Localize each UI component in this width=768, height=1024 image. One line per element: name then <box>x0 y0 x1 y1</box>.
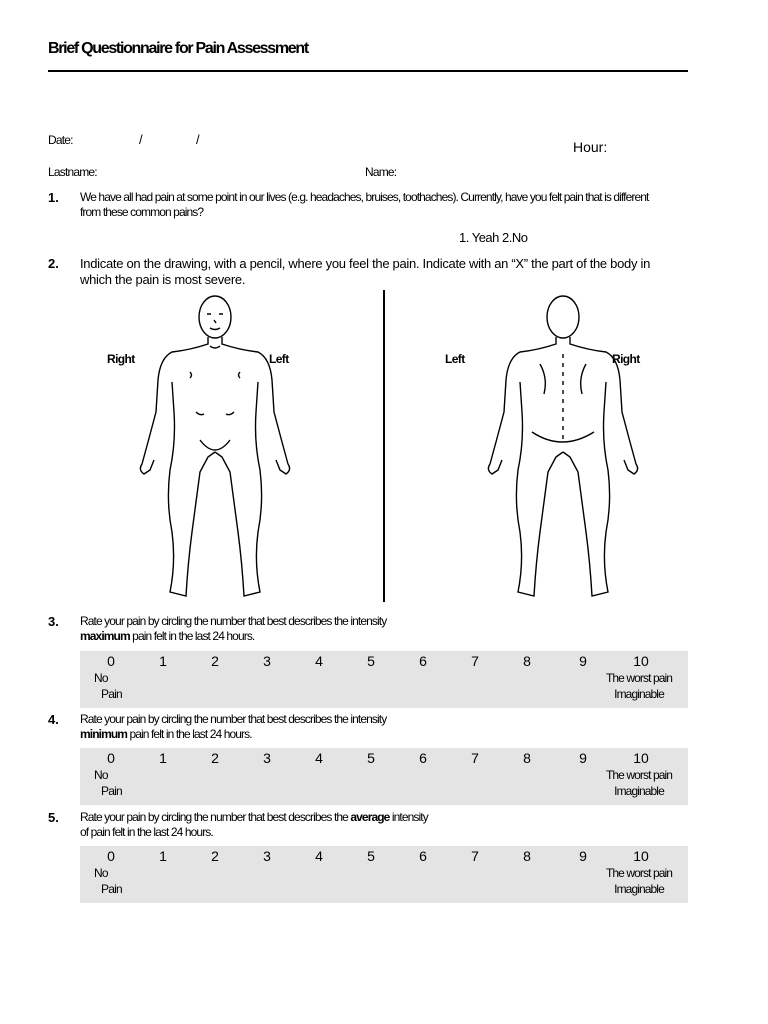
scale-number[interactable]: 5 <box>367 848 375 864</box>
question-3-text <box>80 614 680 644</box>
question-number: 3. <box>48 614 59 629</box>
name-label: Name: <box>365 165 397 179</box>
pain-scale-maximum <box>80 651 688 708</box>
lastname-label: Lastname: <box>48 165 97 179</box>
scale-low-label: No Pain <box>94 866 122 896</box>
scale-high-label: The worst pain Imaginable <box>605 866 673 896</box>
question-4-emphasis: minimum <box>80 727 128 741</box>
scale-number[interactable]: 9 <box>579 848 587 864</box>
question-number: 5. <box>48 810 59 825</box>
body-divider <box>383 290 385 602</box>
question-4-line1: Rate your pain by circling the number that best describes the intensity <box>80 712 387 726</box>
question-5-text <box>80 810 680 840</box>
question-5-line2: of pain felt in the last 24 hours. <box>80 825 213 839</box>
question-2-text: Indicate on the drawing, with a pencil, where you feel the pain. Indicate with an “X” the part of the body in which the pain is most severe. <box>80 256 650 287</box>
question-4-line2-rest: pain felt in the last 24 hours. <box>127 727 252 741</box>
front-left-label: Left <box>269 352 289 366</box>
scale-number[interactable]: 8 <box>523 750 531 766</box>
scale-number[interactable]: 7 <box>471 848 479 864</box>
scale-low-label: No Pain <box>94 768 122 798</box>
date-label: Date: <box>48 133 73 147</box>
pain-scale-average <box>80 846 688 903</box>
scale-number[interactable]: 7 <box>471 653 479 669</box>
scale-number[interactable]: 5 <box>367 653 375 669</box>
scale-number[interactable]: 7 <box>471 750 479 766</box>
scale-number[interactable]: 4 <box>315 750 323 766</box>
title-divider <box>48 70 688 72</box>
scale-number[interactable]: 4 <box>315 653 323 669</box>
scale-number[interactable]: 6 <box>419 848 427 864</box>
scale-number[interactable]: 4 <box>315 848 323 864</box>
scale-number[interactable]: 6 <box>419 750 427 766</box>
hour-label: Hour: <box>573 139 608 155</box>
question-4-text <box>80 712 680 742</box>
scale-number[interactable]: 1 <box>159 750 167 766</box>
question-5-line1: Rate your pain by circling the number that best describes the average intensity <box>80 810 428 824</box>
scale-number[interactable]: 0 <box>107 653 115 669</box>
date-separator: / <box>139 132 143 147</box>
scale-number[interactable]: 10 <box>633 848 649 864</box>
back-body-figure[interactable] <box>478 292 648 604</box>
scale-number[interactable]: 0 <box>107 750 115 766</box>
back-right-label: Right <box>612 352 640 366</box>
scale-number[interactable]: 5 <box>367 750 375 766</box>
scale-low-label: No Pain <box>94 671 122 701</box>
question-4-line2 <box>80 727 680 742</box>
scale-number[interactable]: 2 <box>211 750 219 766</box>
scale-number[interactable]: 6 <box>419 653 427 669</box>
question-5-emphasis: average <box>350 810 390 824</box>
back-left-label: Left <box>445 352 465 366</box>
scale-number[interactable]: 3 <box>263 653 271 669</box>
question-3-line2 <box>80 629 680 644</box>
question-number: 2. <box>48 256 59 271</box>
question-3-emphasis: maximum <box>80 629 130 643</box>
scale-number[interactable]: 2 <box>211 848 219 864</box>
scale-number[interactable]: 0 <box>107 848 115 864</box>
front-body-figure[interactable] <box>130 292 300 604</box>
question-number: 1. <box>48 190 59 205</box>
scale-high-label: The worst pain Imaginable <box>605 768 673 798</box>
scale-number[interactable]: 3 <box>263 750 271 766</box>
scale-number[interactable]: 10 <box>633 653 649 669</box>
question-1-options: 1. Yeah 2.No <box>459 230 528 245</box>
scale-number[interactable]: 8 <box>523 848 531 864</box>
scale-number[interactable]: 9 <box>579 750 587 766</box>
pain-scale-minimum <box>80 748 688 805</box>
scale-number[interactable]: 10 <box>633 750 649 766</box>
question-3-line1: Rate your pain by circling the number that best describes the intensity <box>80 614 387 628</box>
scale-number[interactable]: 1 <box>159 848 167 864</box>
question-1-text: We have all had pain at some point in our lives (e.g. headaches, bruises, toothaches). Currently, have you felt pain that is different from these common pains? <box>80 190 649 219</box>
scale-number[interactable]: 8 <box>523 653 531 669</box>
scale-number[interactable]: 3 <box>263 848 271 864</box>
scale-number[interactable]: 9 <box>579 653 587 669</box>
scale-high-label: The worst pain Imaginable <box>605 671 673 701</box>
date-separator: / <box>196 132 200 147</box>
question-3-line2-rest: pain felt in the last 24 hours. <box>129 629 255 643</box>
question-number: 4. <box>48 712 59 727</box>
scale-number[interactable]: 1 <box>159 653 167 669</box>
front-right-label: Right <box>107 352 135 366</box>
page-title: Brief Questionnaire for Pain Assessment <box>48 40 308 57</box>
scale-number[interactable]: 2 <box>211 653 219 669</box>
